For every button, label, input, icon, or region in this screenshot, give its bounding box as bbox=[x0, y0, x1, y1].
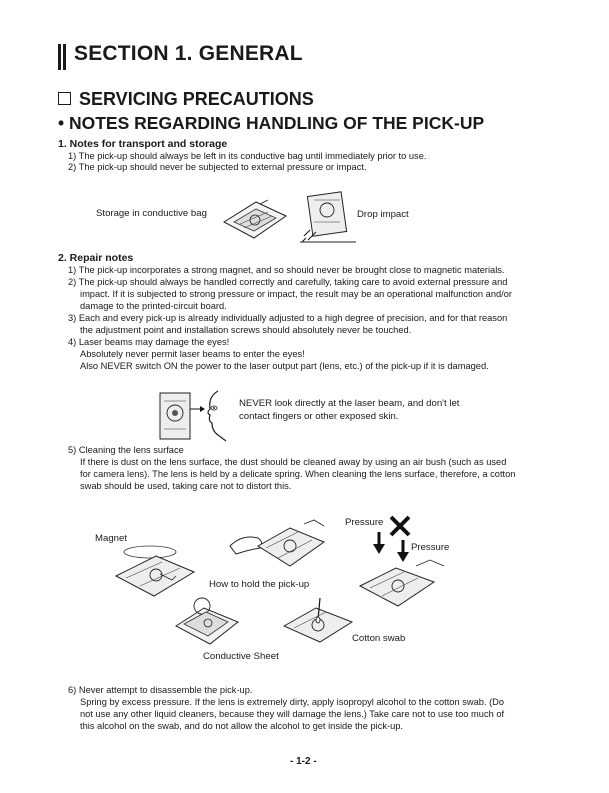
repair-line-5: 3) Each and every pick-up is already individually adjusted to a high degree of precision, and for that reason bbox=[68, 313, 508, 323]
laser-warning-line-1: NEVER look directly at the laser beam, and don't let bbox=[239, 398, 460, 409]
servicing-precautions-text: SERVICING PRECAUTIONS bbox=[79, 89, 314, 109]
repair-line-2: 2) The pick-up should always be handled correctly and carefully, taking care to avoid external pressure and bbox=[68, 277, 508, 287]
section-bar-icon bbox=[58, 44, 66, 70]
magnet-caption: Magnet bbox=[95, 533, 127, 544]
pressure-right-caption: Pressure bbox=[411, 542, 450, 553]
cotton-swab-caption: Cotton swab bbox=[352, 633, 406, 644]
drop-impact-illustration bbox=[300, 188, 356, 244]
section-title: SECTION 1. GENERAL bbox=[74, 42, 303, 65]
laser-eye-illustration bbox=[156, 387, 236, 445]
repair-line-9: Also NEVER switch ON the power to the laser output part (lens, etc.) of the pick-up if it is damaged. bbox=[80, 361, 489, 371]
cotton-swab-illustration bbox=[280, 596, 360, 648]
checkbox-square-icon bbox=[58, 92, 71, 105]
storage-bag-illustration bbox=[220, 198, 290, 242]
repair-line-7: 4) Laser beams may damage the eyes! bbox=[68, 337, 230, 347]
laser-warning-line-2: contact fingers or other exposed skin. bbox=[239, 411, 399, 422]
conductive-sheet-caption: Conductive Sheet bbox=[203, 651, 279, 662]
servicing-precautions-heading bbox=[58, 89, 314, 110]
magnet-pickup-illustration bbox=[110, 540, 200, 600]
prohibited-cross-icon bbox=[389, 515, 411, 537]
page-number: - 1-2 - bbox=[290, 756, 317, 767]
transport-heading: 1. Notes for transport and storage bbox=[58, 138, 228, 150]
disassemble-line-2: Spring by excess pressure. If the lens is extremely dirty, apply isopropyl alcohol to the cotton swab. (Do bbox=[80, 697, 505, 707]
disassemble-line-1: 6) Never attempt to disassemble the pick-up. bbox=[68, 685, 253, 695]
repair-line-1: 1) The pick-up incorporates a strong magnet, and so should never be brought close to magnetic materials. bbox=[68, 265, 505, 275]
hand-holding-illustration bbox=[228, 516, 328, 578]
disassemble-line-3: not use any other liquid cleaners, because they will damage the lens.) Take care not to use too much of bbox=[80, 709, 505, 719]
drop-caption: Drop impact bbox=[357, 209, 409, 220]
pickup-notes-heading: • NOTES REGARDING HANDLING OF THE PICK-UP bbox=[58, 113, 485, 133]
repair-line-3: impact. If it is subjected to strong pressure or impact, the result may be an operational malfunction and/or bbox=[80, 289, 513, 299]
transport-item-1: 1) The pick-up should always be left in its conductive bag until immediately prior to use. bbox=[68, 151, 427, 161]
disassemble-line-4: this alcohol on the swab, and do not allow the alcohol to get inside the pick-up. bbox=[80, 721, 404, 731]
cleaning-line-1: 5) Cleaning the lens surface bbox=[68, 445, 184, 455]
repair-line-6: the adjustment point and installation screws should absolutely never be touched. bbox=[80, 325, 412, 335]
storage-caption: Storage in conductive bag bbox=[96, 208, 207, 219]
repair-line-4: damage to the printed-circuit board. bbox=[80, 301, 227, 311]
pressure-top-caption: Pressure bbox=[345, 517, 384, 528]
transport-item-2: 2) The pick-up should never be subjected to external pressure or impact. bbox=[68, 162, 367, 172]
repair-line-8: Absolutely never permit laser beams to enter the eyes! bbox=[80, 349, 305, 359]
cleaning-line-2: If there is dust on the lens surface, the dust should be cleaned away by using an air bush (such as used bbox=[80, 457, 507, 467]
cleaning-line-3: for camera lens). The lens is held by a delicate spring. When cleaning the lens surface, therefore, a cotton bbox=[80, 469, 516, 479]
pressure-pickup-illustration bbox=[356, 556, 446, 612]
how-to-hold-caption: How to hold the pick-up bbox=[209, 579, 310, 590]
cleaning-line-4: swab should be used, taking care not to distort this. bbox=[80, 481, 292, 491]
repair-heading: 2. Repair notes bbox=[58, 252, 134, 264]
conductive-sheet-illustration bbox=[172, 592, 242, 650]
